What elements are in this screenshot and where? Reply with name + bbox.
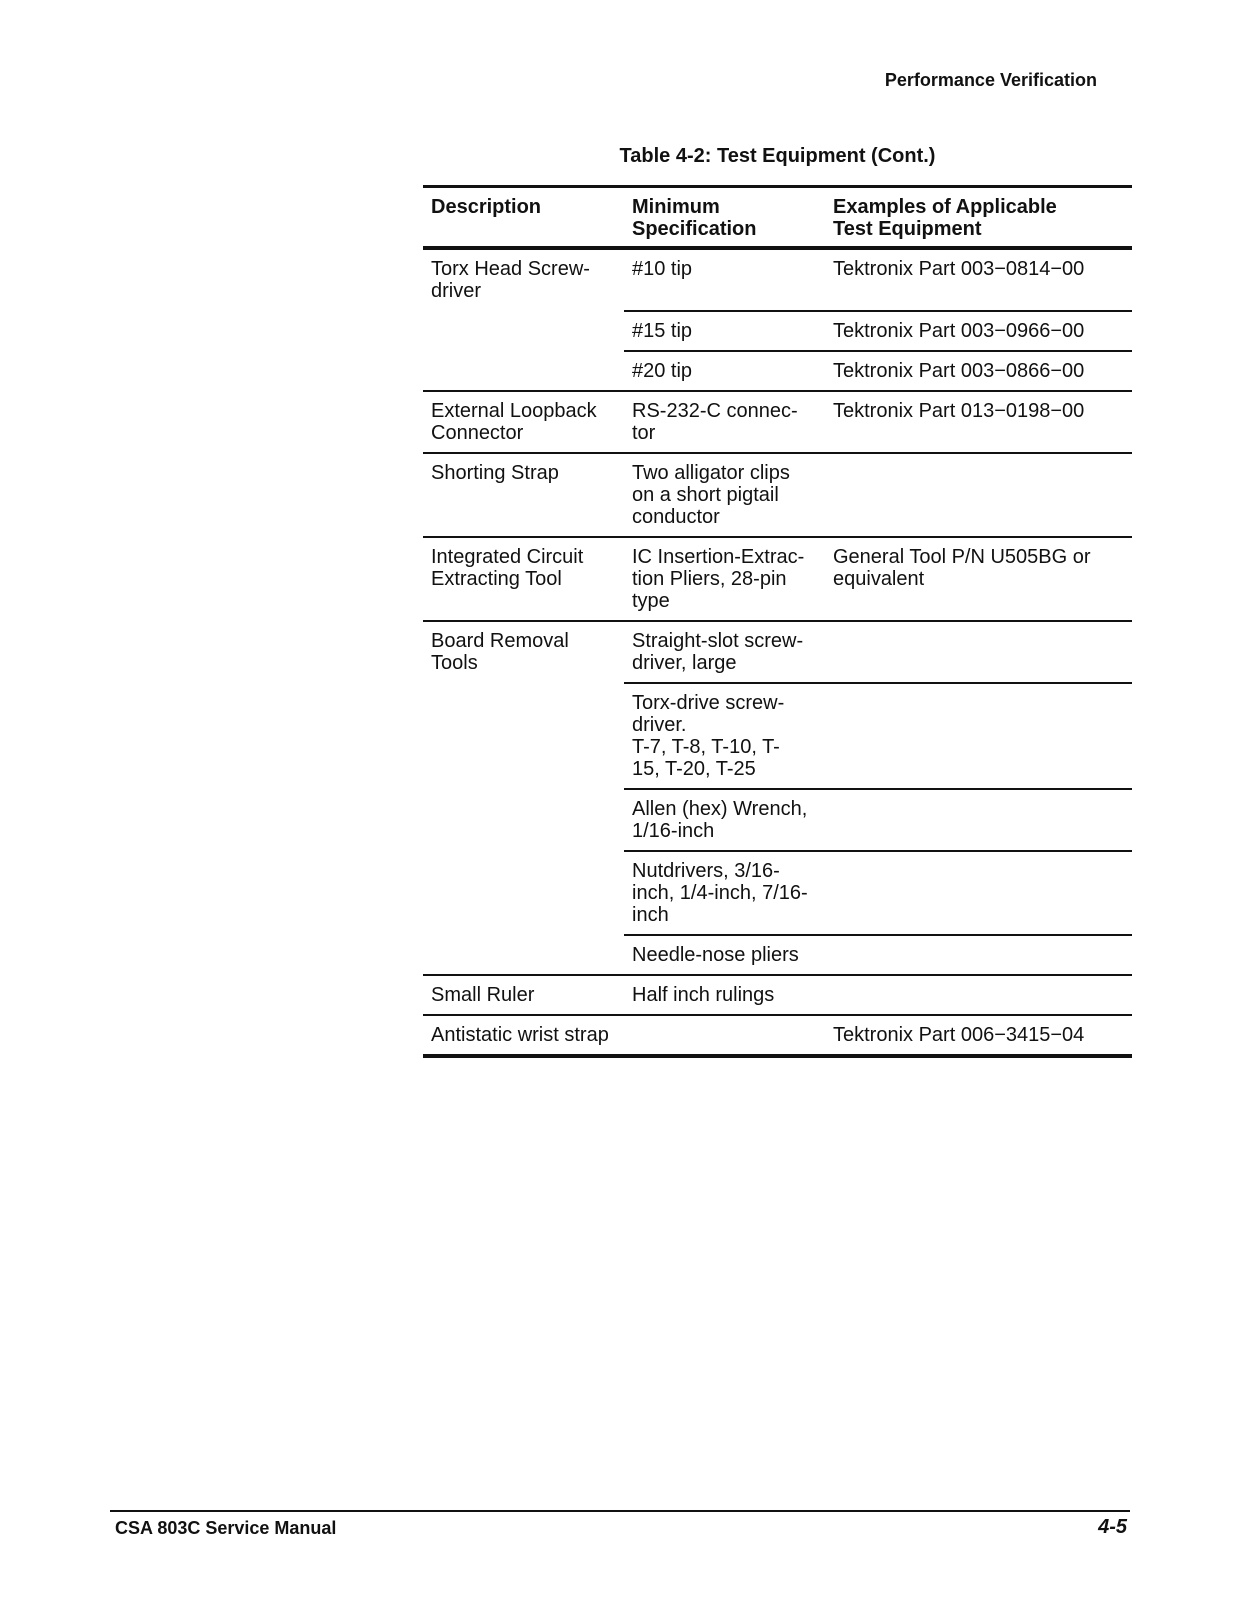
cell-description [423, 621, 624, 683]
footer-rule [110, 1510, 1130, 1512]
table-row [423, 248, 1132, 311]
cell-example [825, 851, 1132, 935]
ic-pliers-spec-text: IC Insertion-Extrac-tion Pliers, 28-pin type [632, 546, 805, 612]
running-head: Performance Verification [884, 70, 1097, 90]
cell-example [825, 537, 1132, 621]
cell-example: Tektronix Part 003−0866−00 [825, 351, 1132, 391]
cell-example: Tektronix Part 013−0198−00 [825, 391, 1132, 453]
cell-example [825, 683, 1132, 789]
cell-spec [624, 1015, 825, 1056]
cell-description: Shorting Strap [423, 453, 624, 537]
footer-page-number: 4-5 [1098, 1516, 1127, 1538]
external-loopback-text: External Loopback Connector [431, 400, 597, 444]
cell-example [825, 789, 1132, 851]
column-header-description [423, 187, 624, 249]
ic-extracting-tool-text: Integrated Circuit Extracting Tool [431, 546, 584, 590]
column-header-min-spec-line2: Specification [632, 218, 757, 240]
nutdrivers-spec-text: Nutdrivers, 3/16-inch, 1/4-inch, 7/16-inch [632, 860, 808, 926]
column-header-description-text: Description [431, 196, 542, 218]
table-row [423, 851, 1132, 935]
cell-spec [624, 621, 825, 683]
cell-example: Tektronix Part 006−3415−04 [825, 1015, 1132, 1056]
cell-spec [624, 537, 825, 621]
cell-description [423, 789, 624, 851]
table-row [423, 351, 1132, 391]
cell-description [423, 683, 624, 789]
table-row [423, 683, 1132, 789]
general-tool-text: General Tool P/N U505BG or equivalent [833, 546, 1091, 590]
cell-spec: #10 tip [624, 248, 825, 311]
table-row [423, 621, 1132, 683]
cell-spec: Half inch rulings [624, 975, 825, 1015]
cell-spec [624, 683, 825, 789]
cell-spec: Needle-nose pliers [624, 935, 825, 975]
cell-description: Small Ruler [423, 975, 624, 1015]
table-caption: Table 4-2: Test Equipment (Cont.) [619, 145, 936, 167]
footer-manual-title: CSA 803C Service Manual [115, 1518, 337, 1538]
cell-description [423, 351, 624, 391]
cell-example: Tektronix Part 003−0966−00 [825, 311, 1132, 351]
cell-description: Antistatic wrist strap [423, 1015, 624, 1056]
cell-spec [624, 453, 825, 537]
torx-head-screwdriver-text: Torx Head Screw-driver [431, 258, 590, 302]
cell-description [423, 537, 624, 621]
cell-spec: #20 tip [624, 351, 825, 391]
cell-description [423, 851, 624, 935]
table-row [423, 391, 1132, 453]
cell-description [423, 391, 624, 453]
cell-example [825, 453, 1132, 537]
cell-example: Tektronix Part 003−0814−00 [825, 248, 1132, 311]
cell-spec: #15 tip [624, 311, 825, 351]
column-header-min-spec-line1: Minimum [632, 196, 720, 218]
column-header-examples [825, 187, 1132, 249]
table-row [423, 1015, 1132, 1056]
cell-example [825, 621, 1132, 683]
column-header-examples-line1: Examples of Applicable [833, 196, 1057, 218]
cell-description [423, 248, 624, 311]
cell-example [825, 935, 1132, 975]
torx-drive-spec-line1: Torx-drive screw-driver. [632, 692, 785, 736]
straight-slot-spec-text: Straight-slot screw-driver, large [632, 630, 804, 674]
cell-spec [624, 391, 825, 453]
alligator-spec-text: Two alligator clips on a short pigtail conductor [632, 462, 790, 528]
table-header-row [423, 187, 1132, 249]
torx-drive-spec-line2: T-7, T-8, T-10, T-15, T-20, T-25 [632, 736, 780, 780]
cell-example [825, 975, 1132, 1015]
test-equipment-table [423, 185, 1132, 1058]
table-row [423, 789, 1132, 851]
table-row [423, 537, 1132, 621]
table-row [423, 453, 1132, 537]
column-header-examples-line2: Test Equipment [833, 218, 982, 240]
cell-spec [624, 789, 825, 851]
cell-spec [624, 851, 825, 935]
rs232-spec-text: RS-232-C connec-tor [632, 400, 798, 444]
table-row [423, 975, 1132, 1015]
column-header-min-spec [624, 187, 825, 249]
board-removal-tools-text: Board Removal Tools [431, 630, 569, 674]
cell-description [423, 311, 624, 351]
cell-description [423, 935, 624, 975]
allen-wrench-spec-text: Allen (hex) Wrench, 1/16-inch [632, 798, 808, 842]
table-row [423, 311, 1132, 351]
table-row [423, 935, 1132, 975]
